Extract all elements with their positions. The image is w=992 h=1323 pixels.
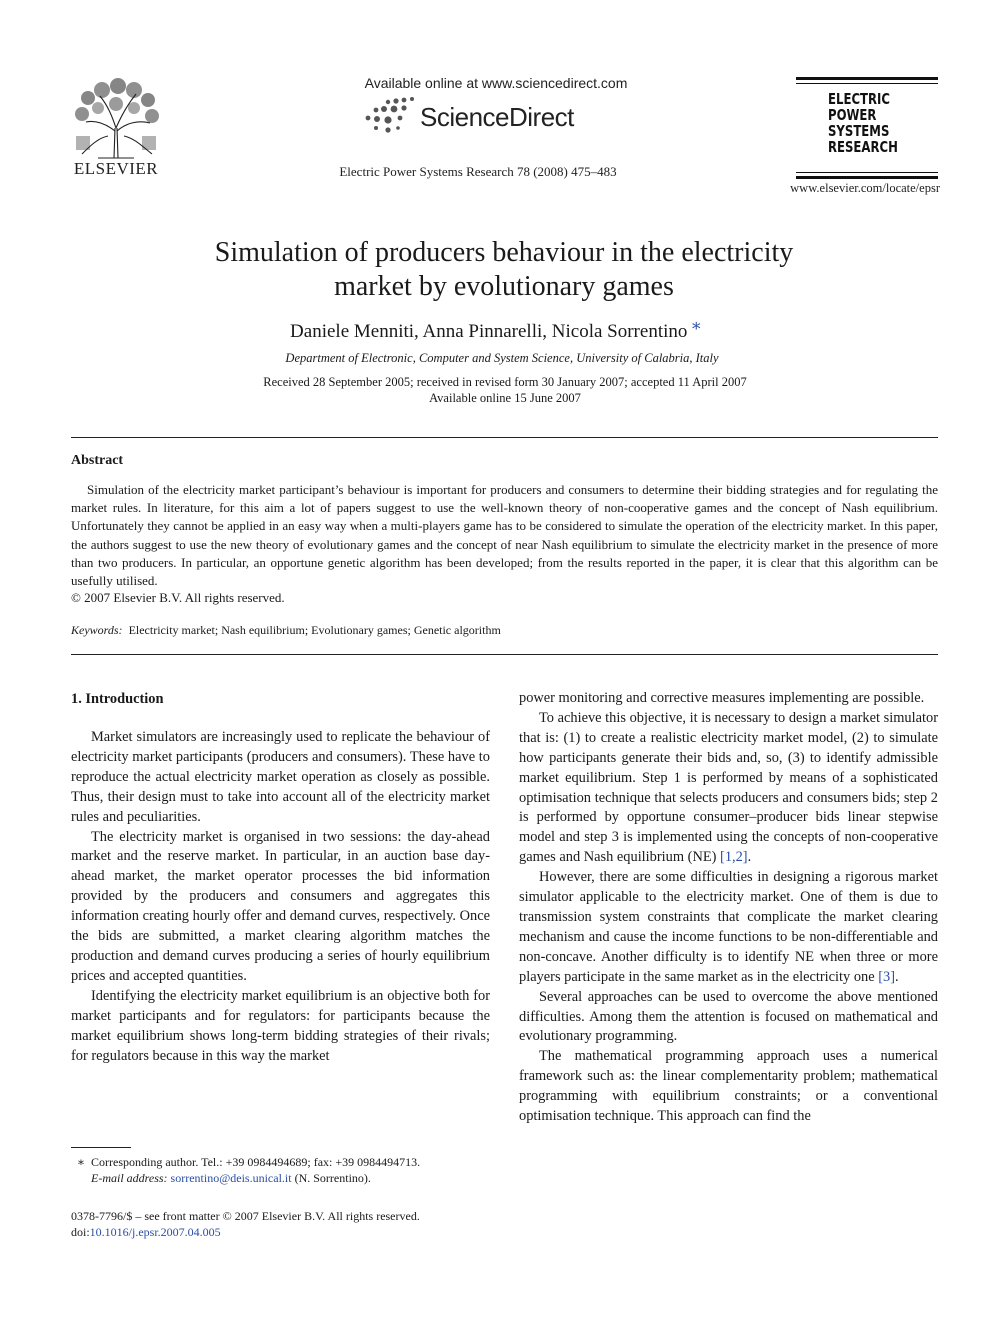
paragraph-text: However, there are some difficulties in designing a rigorous market simulator applicable to the electricity market. One of them is due to transmission system constraints that complicate the market clearing mechanism and cause the income functions to be non-differentiable and non-concave. Another difficulty is to identify NE when three or more players participate in the same market as in the electricity one (519, 869, 938, 985)
publisher-wordmark: ELSEVIER (73, 159, 159, 178)
journal-logo (796, 77, 938, 181)
journal-logo-top-rule (796, 77, 938, 80)
doi-prefix: doi: (71, 1225, 90, 1239)
issn-line: 0378-7796/$ – see front matter © 2007 Elsevier B.V. All rights reserved. (71, 1209, 420, 1223)
journal-logo-line: POWER (828, 106, 877, 124)
journal-logo-line: RESEARCH (828, 138, 898, 156)
paragraph: Market simulators are increasingly used to replicate the behaviour of electricity market participants (producers and consumers). These have to reproduce the actual electricity market operation as closely as possible. Thus, their design must to take into account all of the electricity market rules and peculiarities. (71, 729, 490, 825)
citation-link[interactable]: [3] (878, 968, 895, 985)
footnote-email-line (71, 1170, 491, 1186)
author-list (0, 316, 992, 343)
email-owner: (N. Sorrentino). (294, 1171, 371, 1185)
body-column-left (71, 689, 490, 1066)
paragraph: Several approaches can be used to overcome the above mentioned difficulties. Among them the attention is focused on mathematical and evolutionary programming. (519, 988, 938, 1045)
received-dates (0, 374, 992, 406)
sciencedirect-dots-icon (362, 96, 418, 136)
keywords-label: Keywords: (71, 623, 123, 637)
sciencedirect-logo (362, 96, 602, 140)
journal-logo-bottom-rule (796, 176, 938, 179)
received-line: Received 28 September 2005; received in revised form 30 January 2007; accepted 11 April 2007 (263, 375, 747, 389)
author-names: Daniele Menniti, Anna Pinnarelli, Nicola Sorrentino (290, 321, 688, 342)
divider-bottom (71, 654, 938, 655)
paragraph-text: To achieve this objective, it is necessary to design a market simulator that is: (1) to create a realistic electricity market model, (2) to simulate how participants generate their bids and, so, (3) to identify admissible market equilibrium. Step 1 is performed by means of a sophisticated optimisation technique that selects producers and consumers bids; step 2 is performed by opportune consumer–producer bids linear stepwise model and step 3 is implemented using the concepts of non-cooperative games and Nash equilibrium (NE) (519, 709, 938, 866)
footnote-rule (71, 1147, 131, 1148)
doi-line (71, 1224, 491, 1240)
paragraph-text: . (895, 968, 899, 985)
paragraph: power monitoring and corrective measures implementing are possible. (519, 690, 925, 706)
keywords-list: Electricity market; Nash equilibrium; Evolutionary games; Genetic algorithm (128, 623, 501, 637)
paragraph (519, 868, 938, 987)
paper-title (0, 236, 992, 304)
section-heading-introduction: 1. Introduction (71, 691, 164, 707)
abstract-body: Simulation of the electricity market participant’s behaviour is important for producers and consumers to determine their bidding strategies and for regulating the market rules. In literature, for this aim a lot of papers suggest to use the well-known theory of non-cooperative games and the concept of Nash equilibrium. Unfortunately they cannot be applied in an easy way when a multi-players game has to be considered to simulate the operation of the electricity market. In this paper, the authors suggest to use the new theory of evolutionary games and the concept of near Nash equilibrium to simulate the electricity market in the presence of more than two producers. In particular, an opportune genetic algorithm has been developed; from the results reported in the paper, it is clear that this algorithm can be usefully utilised. (71, 482, 938, 589)
footnote (71, 1154, 491, 1186)
journal-citation: Electric Power Systems Research 78 (2008) 475–483 (339, 164, 617, 179)
paragraph-text: . (747, 849, 752, 866)
front-matter (71, 1208, 491, 1240)
keywords (71, 623, 501, 638)
available-online-date: Available online 15 June 2007 (429, 391, 581, 405)
paper-title-line: market by evolutionary games (334, 271, 674, 302)
journal-logo-bottom-thin-rule (796, 172, 938, 173)
journal-logo-line: SYSTEMS (828, 122, 890, 140)
abstract-copyright: © 2007 Elsevier B.V. All rights reserved. (71, 590, 285, 605)
paragraph: The electricity market is organised in two sessions: the day-ahead market and the reserve market. In particular, in an auction base day-ahead market, the market operator processes the bid information provided by the producers and consumers and aggregates this information creating hourly offer and demand curves, respectively. Once the bids are submitted, a market clearing algorithm matches the production and demand curves producing a series of hourly equilibrium prices and accepted quantities. (71, 828, 490, 984)
body-column-right (519, 689, 938, 1127)
available-online-text: Available online at www.sciencedirect.com (364, 75, 628, 91)
sciencedirect-wordmark: ScienceDirect (420, 102, 574, 132)
abstract-heading: Abstract (71, 453, 124, 468)
paper-title-line: Simulation of producers behaviour in the electricity (214, 237, 794, 268)
footnote-text: Corresponding author. Tel.: +39 0984494689; fax: +39 0984494713. (91, 1155, 421, 1169)
journal-logo-top-thin-rule (796, 83, 938, 84)
paragraph: Identifying the electricity market equilibrium is an objective both for market participants and for regulators: for participants because the market equilibrium shows long-term bidding strategies of their rivals; for regulators because in this way the market (71, 987, 490, 1064)
paragraph (519, 709, 938, 868)
footnote-marker: ∗ (76, 1155, 86, 1169)
journal-logo-text (828, 91, 914, 155)
journal-logo-line: ELECTRIC (828, 90, 890, 108)
paragraph: The mathematical programming approach uses a numerical framework such as: the linear complementarity problem; mathematical programming with equilibrium constraints; or a conventional optimisation technique. This approach can find the (519, 1048, 938, 1125)
doi-link[interactable]: 10.1016/j.epsr.2007.04.005 (89, 1225, 221, 1239)
divider-top (71, 437, 938, 438)
email-label: E-mail address: (91, 1171, 168, 1185)
journal-url[interactable]: www.elsevier.com/locate/epsr (790, 181, 940, 195)
corresponding-author-marker[interactable]: ∗ (690, 316, 702, 335)
citation-link[interactable]: [1,2] (720, 849, 748, 866)
affiliation: Department of Electronic, Computer and System Science, University of Calabria, Italy (285, 351, 719, 365)
footnote-corresponding (71, 1154, 491, 1170)
email-link[interactable]: sorrentino@deis.unical.it (170, 1171, 292, 1185)
